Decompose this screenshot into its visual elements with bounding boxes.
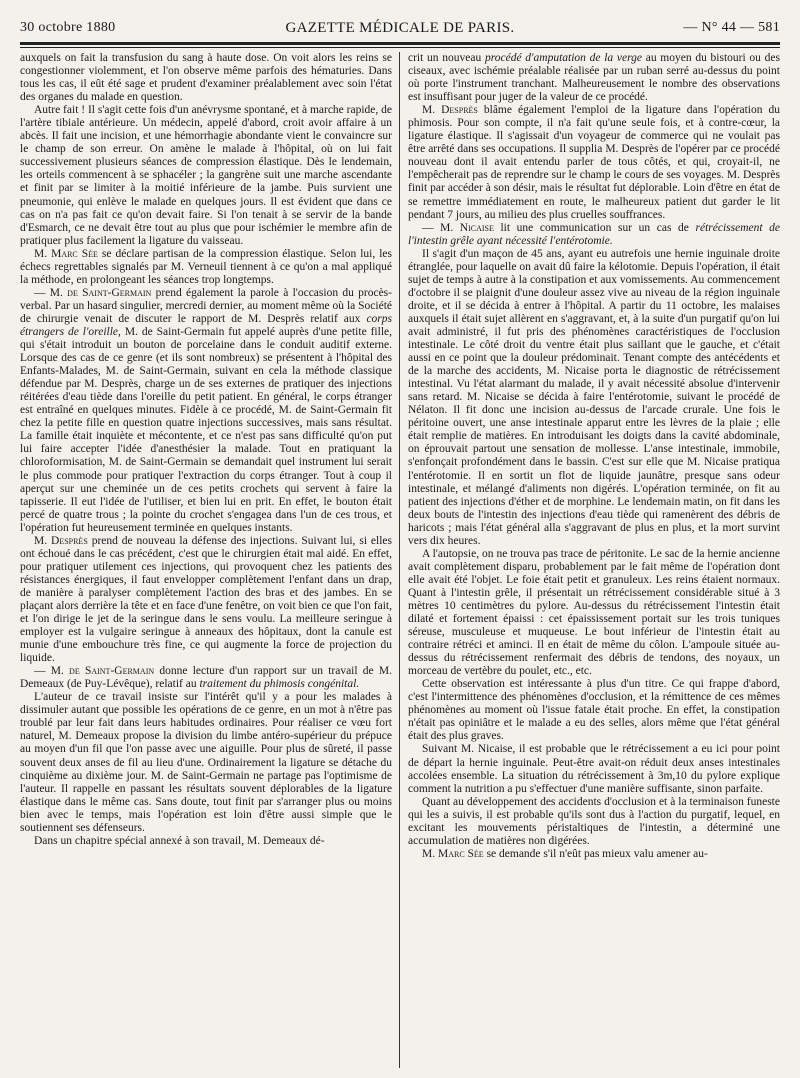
header-rule-thin (20, 47, 780, 48)
speaker-name: M. Desprès (34, 534, 88, 547)
paragraph: Autre fait ! Il s'agit cette fois d'un anévrysme spontané, et à marche rapide, de l'artère tibiale antérieure. Un médecin, appelé d'abord, croit avoir affaire à un abcès. Il fait une incision, et une hémorrhagie abondante vient le convaincre sur le champ de son erreur. On amène le malade à l'hôpital, où on lui fait successivement plusieurs séances de compression élastique. Dès le lendemain, les orteils commencent à se sphacéler ; la gangrène suit une marche ascendante et finit par se limiter à la moitié inférieure de la jambe. Puis survient une pneumonie, qui enlève le malade en quelques jours. Il est évident que dans ce cas on n'a pas fait ce qu'on devait faire. Si l'on tenait à se servir de la bande d'Esmarch, ce ne devait être tout au plus que pour ischémier le membre afin de pratiquer plus facilement la ligature du vaisseau. (20, 104, 392, 247)
paragraph: — M. Nicaise lit une communication sur un cas de rétrécissement de l'intestin grêle ayant nécessité l'entérotomie. (408, 221, 780, 247)
header-title: GAZETTE MÉDICALE DE PARIS. (285, 20, 515, 36)
speaker-name: M. Desprès (422, 104, 478, 117)
paragraph: M. Desprès prend de nouveau la défense des injections. Suivant lui, si elles ont échoué dans le cas précédent, c'est que le chirurgien était mal aidé. En effet, pour pratiquer utilement ces injections, qui provoquent chez les patients des résistances énergiques, il faut envelopper complètement l'enfant dans un drap, de manière à paralyser complètement l'action des bras et des jambes. En se plaçant alors derrière la tête et en face d'une fenêtre, on voit bien ce que l'on fait, et l'on dirige le jet de la seringue dans le sens voulu. La meilleure seringue à employer est la vulgaire seringue à anneaux des hôpitaux, dont la canule est munie d'une embouchure très fine, ce qui augmente la force de projection du liquide. (20, 534, 392, 665)
page-header (20, 20, 780, 42)
speaker-name: — M. de Saint-Germain (34, 286, 152, 299)
header-date: 30 octobre 1880 (20, 20, 116, 35)
paragraph: Cette observation est intéressante à plus d'un titre. Ce qui frappe d'abord, c'est l'intermittence des phénomènes d'occlusion, et la rémittence de ces mêmes phénomènes au moment où l'issue fatale était proche. En effet, la constipation n'était pas opiniâtre et le malade a eu des selles, alors même que l'état général était des plus graves. (408, 678, 780, 743)
paragraph: M. Marc Sée se demande s'il n'eût pas mieux valu amener au- (422, 847, 708, 860)
paragraph: L'auteur de ce travail insiste sur l'intérêt qu'il y a pour les malades à dissimuler autant que possible les opérations de ce genre, en un mot à n'être pas troublé par leur fait dans leurs habitudes ordinaires. Pour réaliser ce vœu fort naturel, M. Demeaux propose la division du limbe antéro-supérieur du prépuce au moyen d'un fil que l'on passe avec une aiguille. Pour plus de sûreté, il passe souvent deux anses de fil au lieu d'une. Ordinairement la ligature se détache du cinquième au dixième jour. M. de Saint-Germain ne partage pas l'optimisme de l'auteur. Il rappelle en passant les résultats souvent déplorables de la ligature élastique dans le même cas. Sans doute, tout finit par s'arranger plus ou moins bien avec le temps, mais l'opération est loin d'être aussi simple que le soutiennent ses défenseurs. (20, 691, 392, 834)
column-divider (399, 52, 400, 1068)
right-column (408, 52, 780, 1070)
paragraph: Quant au développement des accidents d'occlusion et à la terminaison funeste qui les a suivis, il est probable qu'ils sont dus à l'action du purgatif, lequel, en excitant les mouvements péristaltiques de l'intestin, a déterminé une accumulation de matières non digérées. (408, 795, 780, 847)
paragraph: auxquels on fait la transfusion du sang à haute dose. On voit alors les reins se congestionner violemment, et l'on observe même parfois des hématuries. Dans tous les cas, il eût été sage et prudent d'examiner préalablement avec soin l'état des organes du malade en question. (20, 52, 392, 104)
paragraph: M. Desprès blâme également l'emploi de la ligature dans l'opération du phimosis. Pour son compte, il n'a fait qu'une seule fois, et à contre-cœur, la ligature élastique. Il s'agissait d'un voyageur de commerce qui ne voulait pas être arrêté dans ses occupations. Il supplia M. Desprès de l'opérer par ce procédé nouveau dont il avait entendu parler de tous côtés, et qui, croyait-il, ne l'empêcherait pas de reprendre sur le champ le cours de ses voyages. M. Desprès finit par accéder à son désir, mais le résultat fut déplorable. Loin d'être en état de se remettre immédiatement en route, le malheureux patient dut garder le lit pendant 7 jours, au milieu des plus cruelles souffrances. (408, 104, 780, 221)
speaker-name: M. Marc Sée (422, 847, 484, 860)
paragraph: crit un nouveau procédé d'amputation de la verge au moyen du bistouri ou des ciseaux, avec ischémie préalable réalisée par un ruban serré au-dessus du point où porte l'instrument tranchant. Malheureusement le nombre des observations est insuffisant pour juger de la valeur de ce procédé. (408, 52, 780, 104)
paragraph: — M. de Saint-Germain donne lecture d'un rapport sur un travail de M. Demeaux (de Puy-Lévêque), relatif au traitement du phimosis congénital. (20, 665, 392, 691)
speaker-name: — M. de Saint-Germain (34, 665, 155, 678)
header-issue-number: — N° 44 — (683, 20, 755, 35)
speaker-name: M. Marc Sée (34, 247, 98, 260)
header-page-number: 581 (758, 20, 780, 35)
paragraph: Dans un chapitre spécial annexé à son travail, M. Demeaux dé- (34, 834, 325, 847)
left-column (20, 52, 392, 1070)
speaker-name: — M. Nicaise (422, 221, 494, 234)
header-rule-thick (20, 42, 780, 45)
paragraph: A l'autopsie, on ne trouva pas trace de péritonite. Le sac de la hernie ancienne avait complètement disparu, probablement par le fait même de l'opération dont elle avait été l'objet. Le foie était petit et granuleux. Les reins étaient normaux. Quant à l'intestin grêle, il présentait un rétrécissement considérable situé à 3 mètres 10 centimètres du pylore. Au-dessus du rétrécissement l'intestin était dilaté et fortement épaissi : cet épaississement portait sur les trois tuniques séreuse, musculeuse et muqueuse. Le bout inférieur de l'intestin était au contraire rétréci et aminci. Il en était de même du côlon. L'ampoule située au-dessus du rétrécissement renfermait des débris de tendons, des noyaux, un morceau de vertèbre du poulet, etc., etc. (408, 547, 780, 678)
header-number-page (683, 20, 780, 36)
paragraph: — M. de Saint-Germain prend également la parole à l'occasion du procès-verbal. Par un hasard singulier, mercredi dernier, au moment même où la Société de chirurgie venait de discuter le rapport de M. Desprès relatif aux corps étrangers de l'oreille, M. de Saint-Germain fut appelé auprès d'une petite fille, qui s'était introduit un bouton de porcelaine dans le conduit auditif externe. Lorsque des cas de ce genre (et ils sont nombreux) se présentent à l'hôpital des Enfants-Malades, M. de Saint-Germain, suivant en cela la méthode classique défendue par M. Desprès, charge un de ses externes de pratiquer des injections réitérées d'eau tiède dans l'oreille du petit patient. En général, le corps étranger est entraîné en quelques minutes. Fidèle à ce procédé, M. de Saint-Germain fit chez la petite fille en question quatre injections successives, mais sans résultat. La famille était inquiète et mécontente, et ce n'est pas sans difficulté qu'on put lui faire accepter l'idée d'anesthésier la malade. Tout en pratiquant la chloroformisation, M. de Saint-Germain se demandait quel instrument lui serait le plus commode pour pratiquer l'extraction du corps étranger. Tout à coup il aperçut sur une cheminée un de ces petits crochets qui servent à faire la tapisserie. Il eut l'idée de l'utiliser, et bien lui en prit. En effet, le bouton était percé de quatre trous ; la pointe du crochet s'engagea dans l'un de ces trous, et l'opération fut heureusement terminée en quelques instants. (20, 286, 392, 534)
paragraph: Suivant M. Nicaise, il est probable que le rétrécissement a eu ici pour point de départ la hernie inguinale. Peut-être avait-on réduit deux anses intestinales accolées ensemble. La situation du rétrécissement à 3m,10 du pylore explique comment la nutrition a pu s'effectuer d'une manière suffisante, sinon parfaite. (408, 743, 780, 795)
paragraph: M. Marc Sée se déclare partisan de la compression élastique. Selon lui, les échecs regrettables signalés par M. Verneuil tiennent à ce qu'on a mal appliqué la méthode, en prolongeant les séances trop longtemps. (20, 247, 392, 286)
paragraph: Il s'agit d'un maçon de 45 ans, ayant eu autrefois une hernie inguinale droite étranglée, pour laquelle on avait dû faire la kélotomie. Depuis l'opération, il était sujet de temps à autre à la constipation et aux vomissements. Au commencement d'octobre il se plaignit d'une douleur assez vive au niveau de la région inguinale droite, et il se décida à entrer à l'hôpital. A partir du 11 octobre, les malaises auxquels il était sujet allèrent en s'aggravant, et, à la suite d'un purgatif qu'on lui avait administré, il fut pris des phénomènes caractéristiques de l'occlusion intestinale. Le côté droit du ventre était plus saillant que le gauche, et c'était aussi en ce point que la douleur prédominait. Tenant compte des antécédents et de la marche des accidents, M. Nicaise porta le diagnostic de rétrécissement intestinal. Vu l'état alarmant du malade, il y avait nécessité absolue d'intervenir sans retard. M. Nicaise se décida à faire l'entérotomie, suivant le procédé de Nélaton. Il fit donc une incision au-dessus de l'arcade crurale. Une fois le péritoine ouvert, une anse intestinale apparut entre les lèvres de la plaie ; elle était remplie de matières. En introduisant les doigts dans la cavité abdominale, on éprouvait partout une sensation de mollesse. L'anse intestinale, immobile, s'enfonçait profondément dans le bassin. C'est sur elle que M. Nicaise pratiqua l'entérotomie. Il en sortit un flot de liquide jaunâtre, presque sans odeur intestinale, et mélangé d'aliments non digérés. L'opération terminée, on fit au patient des injections d'éther et de morphine. Le lendemain matin, on fit dans les deux bouts de l'intestin des injections d'eau tiède qui ramenèrent des débris de haricots ; mais l'état général alla s'aggravant de plus en plus, et la mort survint vers dix heures. (408, 247, 780, 547)
